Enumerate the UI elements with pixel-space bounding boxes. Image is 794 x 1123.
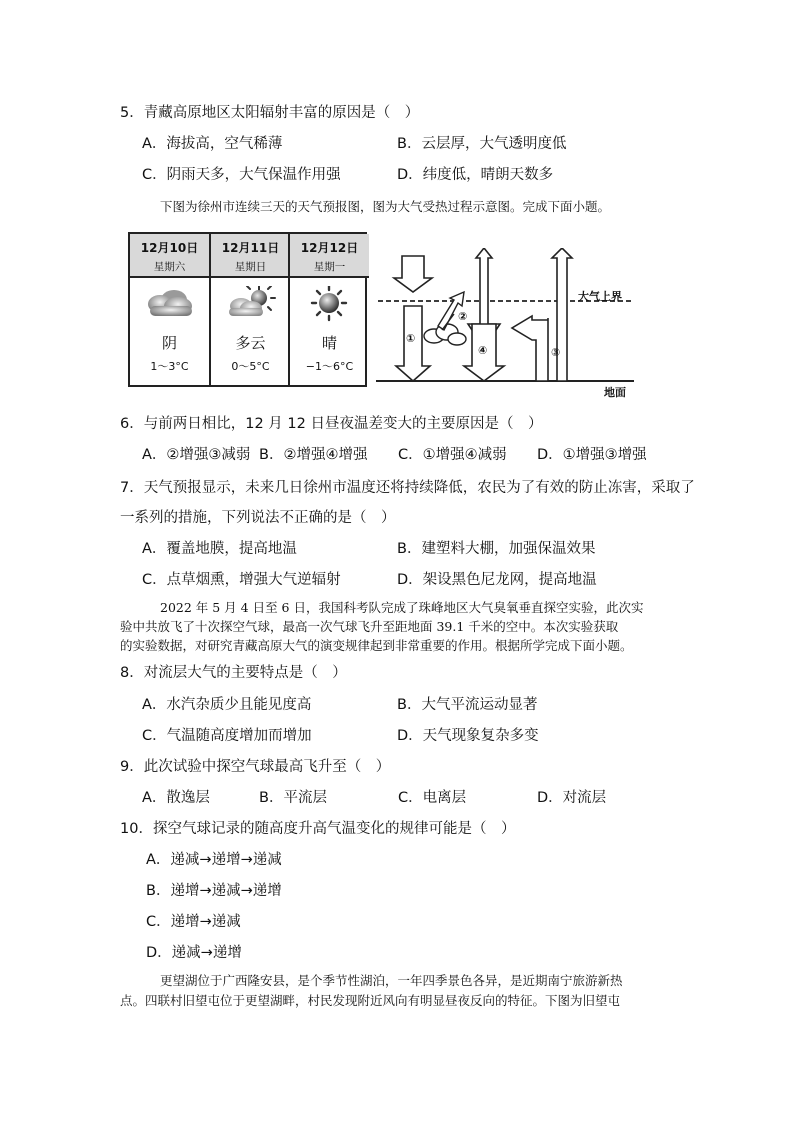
q7-option-d: D．架设黑色尼龙网，提高地温 xyxy=(397,572,597,588)
q9-option-c: C．电离层 xyxy=(398,790,467,806)
label-3: ③ xyxy=(551,346,561,359)
q9-option-d: D．对流层 xyxy=(537,790,607,806)
weather-weekday: 星期日 xyxy=(234,261,267,273)
intro-balloon-line2: 验中共放飞了十次探空气球，最高一次气球飞升至距地面 39.1 千米的空中。本次实验获取 xyxy=(120,619,619,634)
ground-label: 地面 xyxy=(604,386,626,399)
q6-option-c: C．①增强④减弱 xyxy=(398,447,507,463)
cloudy-icon xyxy=(130,286,209,322)
weather-condition: 晴 xyxy=(321,334,337,352)
label-1: ① xyxy=(406,332,416,345)
q10-option-c: C．递增→递减 xyxy=(146,914,241,930)
q10-stem: 10．探空气球记录的随高度升高气温变化的规律可能是（ ） xyxy=(120,821,516,837)
q10-option-d: D．递减→递增 xyxy=(146,945,242,961)
weather-date: 12月12日 xyxy=(300,241,359,255)
weather-forecast-table xyxy=(128,232,367,387)
weather-weekday: 星期一 xyxy=(313,261,346,273)
q9-option-b: B．平流层 xyxy=(259,790,327,806)
atmosphere-top-label: 大气上界 xyxy=(578,290,622,303)
weather-condition: 多云 xyxy=(235,334,266,352)
weather-temperature: 0～5°C xyxy=(231,360,270,373)
q10-option-a: A．递减→递增→递减 xyxy=(146,852,282,868)
q5-stem: 5．青藏高原地区太阳辐射丰富的原因是（ ） xyxy=(120,105,420,121)
q8-option-a: A．水汽杂质少且能见度高 xyxy=(142,697,312,713)
q8-option-b: B．大气平流运动显著 xyxy=(397,697,538,713)
arrow-3 xyxy=(552,248,572,381)
q7-option-b: B．建塑料大棚，加强保温效果 xyxy=(397,541,596,557)
q5-option-b: B．云层厚，大气透明度低 xyxy=(397,136,567,152)
q9-option-a: A．散逸层 xyxy=(142,790,210,806)
weather-date: 12月11日 xyxy=(221,241,280,255)
weather-day-1 xyxy=(130,234,209,385)
label-2: ② xyxy=(458,310,468,323)
solar-arrow-top xyxy=(394,256,432,292)
q9-stem: 9．此次试验中探空气球最高飞升至（ ） xyxy=(120,759,391,775)
atmospheric-heating-diagram xyxy=(372,248,642,399)
q6-stem: 6．与前两日相比，12 月 12 日昼夜温差变大的主要原因是（ ） xyxy=(120,416,543,432)
weather-temperature: −1～6°C xyxy=(305,360,354,373)
partly-cloudy-icon xyxy=(211,286,290,322)
intro-lake-line2: 点。四联村旧望屯位于更望湖畔，村民发现附近风向有明显昼夜反向的特征。下图为旧望屯 xyxy=(120,993,621,1008)
diagram-arrows xyxy=(372,248,642,396)
q5-option-a: A．海拔高，空气稀薄 xyxy=(142,136,283,152)
weather-temperature: 1～3°C xyxy=(150,360,189,373)
intro-balloon-line1: 2022 年 5 月 4 日至 6 日，我国科考队完成了珠峰地区大气臭氧垂直探空实验，此次实 xyxy=(160,600,644,615)
sunny-icon xyxy=(290,286,369,322)
q8-option-c: C．气温随高度增加而增加 xyxy=(142,728,312,744)
intro-balloon-line3: 的实验数据，对研究青藏高原大气的演变规律起到非常重要的作用。根据所学完成下面小题。 xyxy=(120,638,633,653)
intro-lake-line1: 更望湖位于广西隆安县，是个季节性湖泊，一年四季景色各异，是近期南宁旅游新热 xyxy=(160,973,623,988)
intro-weather: 下图为徐州市连续三天的天气预报图，图为大气受热过程示意图。完成下面小题。 xyxy=(160,199,611,214)
weather-day-2 xyxy=(209,234,290,385)
q5-option-c: C．阴雨天多，大气保温作用强 xyxy=(142,167,341,183)
q7-option-c: C．点草烟熏，增强大气逆辐射 xyxy=(142,572,341,588)
weather-condition: 阴 xyxy=(161,334,177,352)
q5-option-d: D．纬度低，晴朗天数多 xyxy=(397,167,554,183)
q7-stem-line2: 一系列的措施，下列说法不正确的是（ ） xyxy=(120,510,396,526)
q10-option-b: B．递增→递减→递增 xyxy=(146,883,282,899)
q8-stem: 8．对流层大气的主要特点是（ ） xyxy=(120,665,347,681)
label-4: ④ xyxy=(478,344,488,357)
q6-option-b: B．②增强④增强 xyxy=(259,447,368,463)
weather-day-3 xyxy=(288,234,369,385)
q8-option-d: D．天气现象复杂多变 xyxy=(397,728,539,744)
q6-option-d: D．①增强③增强 xyxy=(537,447,647,463)
q7-stem-line1: 7．天气预报显示，未来几日徐州市温度还将持续降低，农民为了有效的防止冻害，采取了 xyxy=(120,480,695,496)
weather-weekday: 星期六 xyxy=(153,261,186,273)
weather-date: 12月10日 xyxy=(140,241,199,255)
q7-option-a: A．覆盖地膜，提高地温 xyxy=(142,541,297,557)
q6-option-a: A．②增强③减弱 xyxy=(142,447,251,463)
